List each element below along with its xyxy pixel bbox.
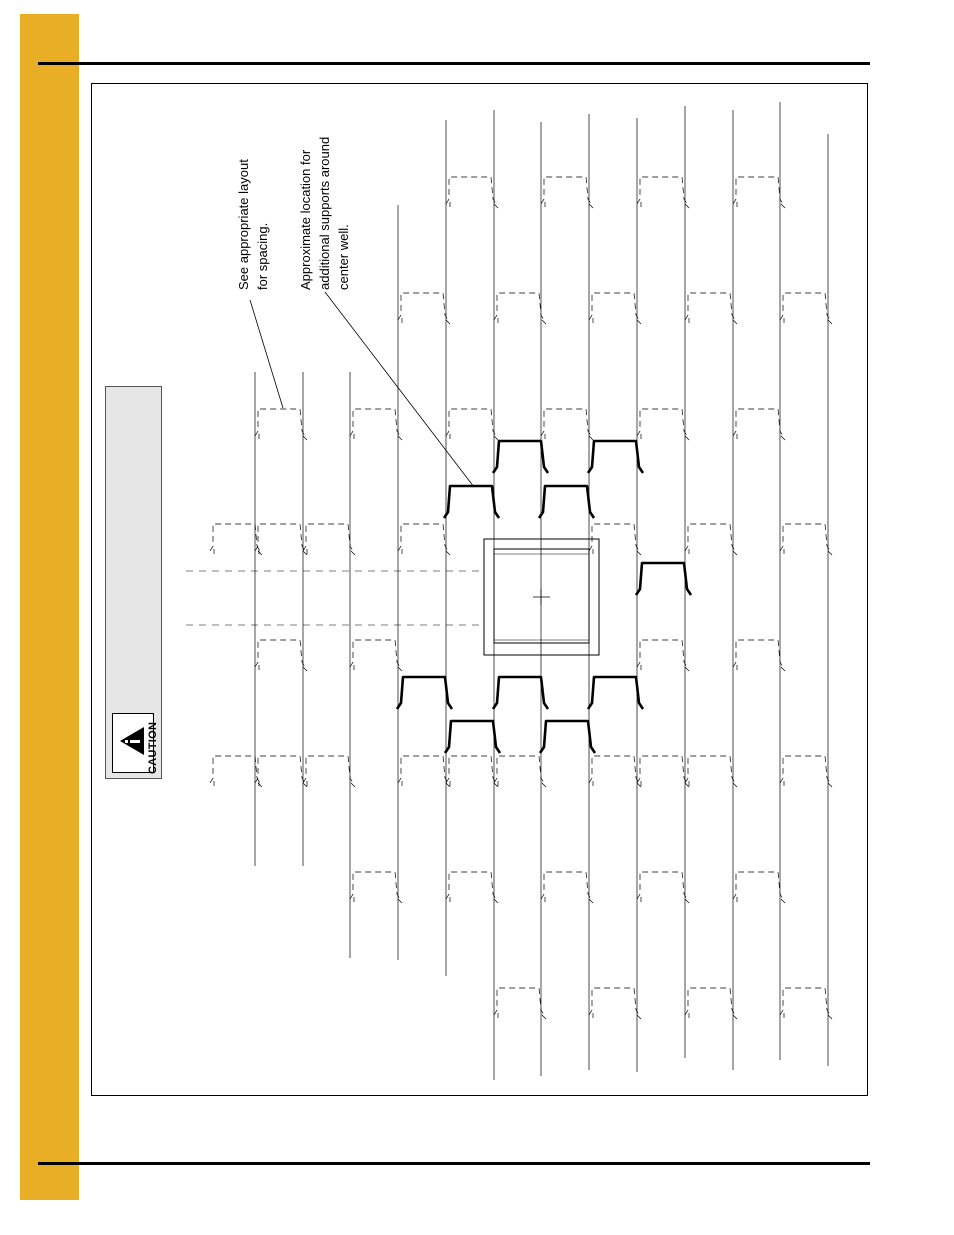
support-foot bbox=[494, 436, 498, 440]
support-foot bbox=[828, 551, 832, 555]
support-bracket bbox=[733, 872, 785, 903]
support-foot bbox=[781, 667, 785, 671]
support-bracket bbox=[780, 988, 832, 1019]
support-foot bbox=[733, 320, 737, 324]
support-outline bbox=[589, 756, 639, 783]
support-outline bbox=[398, 293, 448, 320]
support-foot bbox=[781, 436, 785, 440]
additional-support bbox=[636, 563, 691, 595]
support-foot bbox=[781, 899, 785, 903]
support-bracket bbox=[541, 177, 593, 208]
support-bracket bbox=[589, 756, 641, 787]
support-bracket bbox=[398, 524, 450, 555]
support-foot bbox=[258, 551, 262, 555]
support-foot bbox=[685, 899, 689, 903]
support-foot bbox=[637, 320, 641, 324]
support-bracket bbox=[255, 524, 307, 555]
support-bracket bbox=[350, 640, 402, 671]
support-outline bbox=[446, 756, 496, 783]
support-foot bbox=[589, 204, 593, 208]
support-foot bbox=[446, 320, 450, 324]
support-outline bbox=[780, 293, 830, 320]
support-foot bbox=[398, 436, 402, 440]
callout-supports-line-3: center well. bbox=[336, 224, 351, 290]
callout-supports-line-1: Approximate location for bbox=[298, 149, 313, 290]
support-foot bbox=[446, 783, 450, 787]
support-foot bbox=[685, 783, 689, 787]
support-foot bbox=[685, 204, 689, 208]
support-outline bbox=[255, 756, 305, 783]
support-outline bbox=[733, 177, 783, 204]
support-foot bbox=[637, 783, 641, 787]
support-outline bbox=[637, 640, 687, 667]
support-bracket bbox=[780, 293, 832, 324]
callout-supports bbox=[296, 137, 353, 290]
support-bracket bbox=[350, 409, 402, 440]
support-bracket bbox=[398, 293, 450, 324]
support-outline bbox=[637, 872, 687, 899]
support-foot bbox=[494, 783, 498, 787]
support-bracket bbox=[733, 177, 785, 208]
support-bracket bbox=[446, 756, 498, 787]
support-outline bbox=[589, 293, 639, 320]
support-bracket bbox=[210, 524, 262, 555]
support-bracket bbox=[255, 409, 307, 440]
support-foot bbox=[494, 899, 498, 903]
additional-support bbox=[445, 721, 500, 753]
support-foot bbox=[828, 783, 832, 787]
support-bracket bbox=[541, 409, 593, 440]
additional-support bbox=[493, 677, 548, 709]
support-outline bbox=[685, 293, 735, 320]
support-outline bbox=[398, 756, 448, 783]
support-outline bbox=[685, 524, 735, 551]
support-foot bbox=[781, 204, 785, 208]
support-bracket bbox=[494, 988, 546, 1019]
additional-support bbox=[588, 441, 643, 473]
support-outline bbox=[350, 872, 400, 899]
support-outline bbox=[780, 524, 830, 551]
well-inner bbox=[494, 549, 589, 643]
support-outline bbox=[589, 988, 639, 1015]
support-bracket bbox=[780, 756, 832, 787]
leader-supports bbox=[325, 292, 474, 487]
support-foot bbox=[351, 551, 355, 555]
support-foot bbox=[637, 1015, 641, 1019]
support-foot bbox=[303, 783, 307, 787]
caution-text: CAUTION bbox=[147, 721, 159, 774]
support-foot bbox=[637, 551, 641, 555]
support-foot bbox=[446, 551, 450, 555]
support-outline bbox=[494, 293, 544, 320]
support-bracket bbox=[446, 177, 498, 208]
additional-support bbox=[397, 677, 452, 709]
support-bracket bbox=[494, 293, 546, 324]
support-bracket bbox=[589, 988, 641, 1019]
support-foot bbox=[542, 320, 546, 324]
callout-leaders bbox=[250, 292, 474, 487]
callout-spacing bbox=[234, 159, 272, 290]
support-outline bbox=[494, 756, 544, 783]
support-outline bbox=[303, 524, 353, 551]
support-bracket bbox=[255, 756, 307, 787]
support-outline bbox=[637, 177, 687, 204]
additional-support bbox=[539, 486, 594, 518]
support-bracket bbox=[303, 524, 355, 555]
support-bracket bbox=[685, 988, 737, 1019]
support-outline bbox=[446, 177, 496, 204]
support-bracket bbox=[685, 293, 737, 324]
support-foot bbox=[494, 204, 498, 208]
support-bracket bbox=[637, 640, 689, 671]
support-foot bbox=[828, 1015, 832, 1019]
support-bracket bbox=[589, 293, 641, 324]
support-outline bbox=[210, 524, 260, 551]
support-bracket bbox=[637, 409, 689, 440]
support-foot bbox=[303, 551, 307, 555]
support-bracket bbox=[303, 756, 355, 787]
support-foot bbox=[542, 1015, 546, 1019]
support-bracket bbox=[210, 756, 262, 787]
support-bracket bbox=[733, 640, 785, 671]
support-outline bbox=[350, 640, 400, 667]
support-bracket bbox=[685, 524, 737, 555]
warning-triangle-icon bbox=[117, 724, 147, 758]
support-bracket bbox=[446, 409, 498, 440]
additional-support bbox=[588, 677, 643, 709]
support-foot bbox=[303, 436, 307, 440]
support-outline bbox=[255, 409, 305, 436]
additional-support bbox=[493, 441, 548, 473]
support-outline bbox=[589, 524, 639, 551]
support-foot bbox=[303, 667, 307, 671]
support-foot bbox=[733, 551, 737, 555]
support-bracket bbox=[733, 409, 785, 440]
support-outline bbox=[541, 177, 591, 204]
callout-supports-line-2: additional supports around bbox=[317, 136, 332, 290]
support-bracket bbox=[637, 756, 689, 787]
support-outline bbox=[210, 756, 260, 783]
support-outline bbox=[637, 409, 687, 436]
support-foot bbox=[589, 899, 593, 903]
dashed-guide-lines bbox=[186, 571, 484, 625]
support-bracket bbox=[446, 872, 498, 903]
support-outline bbox=[446, 409, 496, 436]
support-outline bbox=[541, 409, 591, 436]
support-outline bbox=[446, 872, 496, 899]
support-bracket bbox=[350, 872, 402, 903]
support-outline bbox=[303, 756, 353, 783]
support-outline bbox=[733, 640, 783, 667]
support-outline bbox=[780, 756, 830, 783]
support-outline bbox=[398, 524, 448, 551]
support-bracket bbox=[494, 756, 546, 787]
support-bracket bbox=[637, 872, 689, 903]
support-outline bbox=[685, 756, 735, 783]
support-bracket bbox=[637, 177, 689, 208]
support-outline bbox=[685, 988, 735, 1015]
additional-support bbox=[540, 721, 595, 753]
support-foot bbox=[398, 667, 402, 671]
support-outline bbox=[494, 988, 544, 1015]
center-well bbox=[484, 539, 599, 655]
support-foot bbox=[828, 320, 832, 324]
caution-label bbox=[112, 713, 159, 774]
support-outline bbox=[733, 409, 783, 436]
support-foot bbox=[589, 436, 593, 440]
support-foot bbox=[351, 783, 355, 787]
support-foot bbox=[258, 783, 262, 787]
support-foot bbox=[398, 899, 402, 903]
support-bracket bbox=[685, 756, 737, 787]
callout-spacing-line-2: for spacing. bbox=[255, 222, 270, 290]
support-foot bbox=[685, 667, 689, 671]
additional-support bbox=[444, 486, 499, 518]
support-outline bbox=[255, 524, 305, 551]
support-bracket bbox=[255, 640, 307, 671]
support-bracket bbox=[780, 524, 832, 555]
support-foot bbox=[542, 783, 546, 787]
support-outline bbox=[350, 409, 400, 436]
support-bracket bbox=[541, 872, 593, 903]
support-outline bbox=[733, 872, 783, 899]
support-outline bbox=[541, 872, 591, 899]
support-foot bbox=[733, 1015, 737, 1019]
support-outline bbox=[780, 988, 830, 1015]
support-foot bbox=[733, 783, 737, 787]
support-outline bbox=[637, 756, 687, 783]
support-foot bbox=[685, 436, 689, 440]
callout-spacing-line-1: See appropriate layout bbox=[236, 159, 251, 290]
support-outline bbox=[255, 640, 305, 667]
support-bracket bbox=[398, 756, 450, 787]
